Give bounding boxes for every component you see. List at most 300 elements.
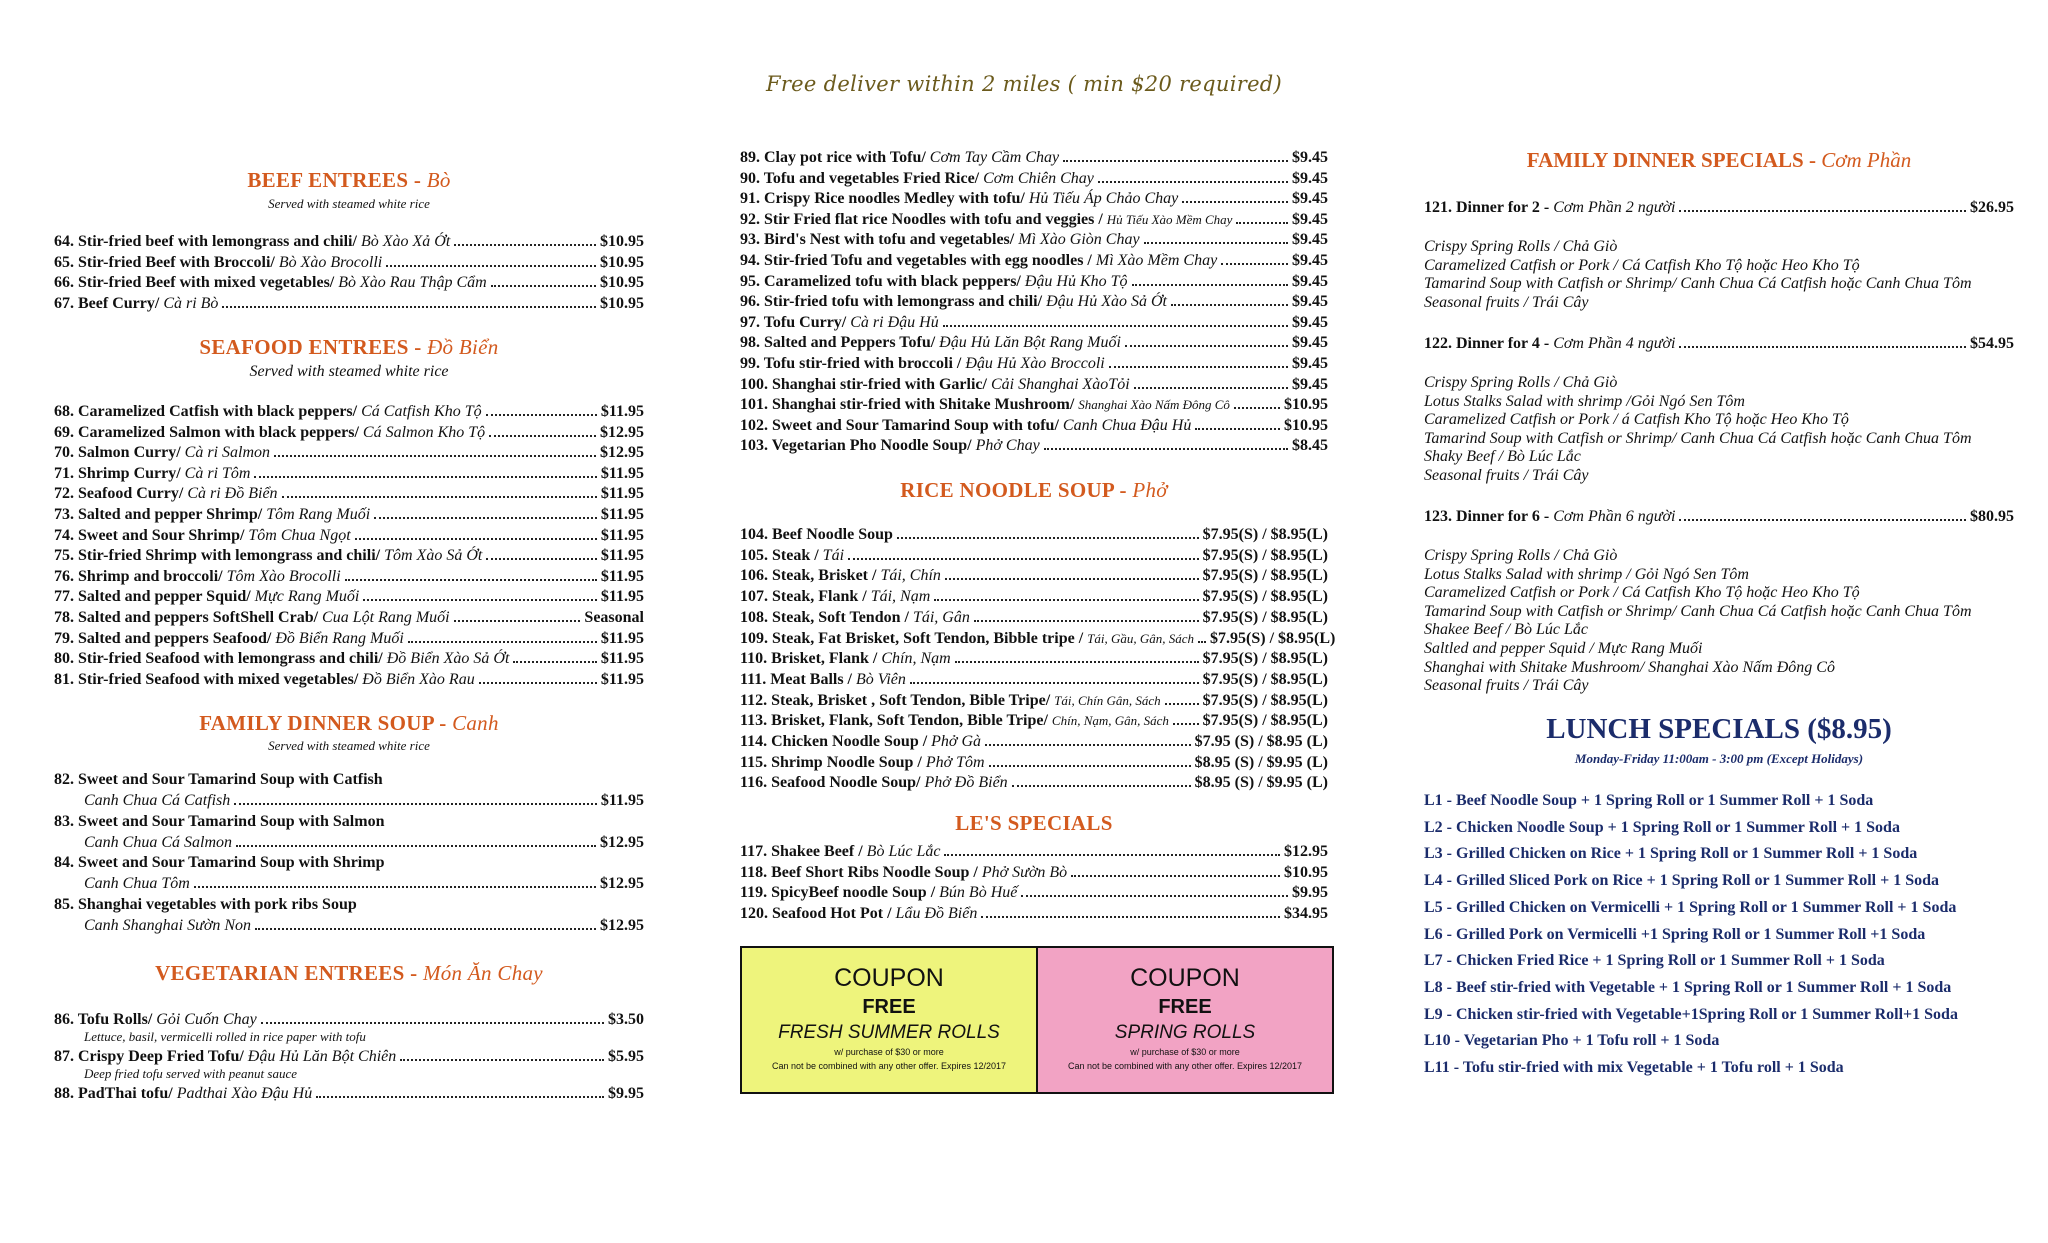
item-vietnamese: Phở Sườn Bò [981,863,1068,881]
item-english: 67. Beef Curry/ [54,295,164,313]
item-english: 116. Seafood Noodle Soup/ [740,774,925,792]
item-english: 73. Salted and pepper Shrimp/ [54,506,267,523]
item-name [740,711,1169,731]
item-name [1424,334,1675,354]
item-english: 120. Seafood Hot Pot / [740,904,896,922]
item-name [740,333,1121,353]
item-name [54,253,382,273]
leader-dots [985,744,1191,746]
item-price: $10.95 [1284,416,1328,434]
item-vietnamese: Bò Xào Rau Thập Cẩm [338,274,487,292]
item-price: $5.95 [608,1048,644,1065]
dinner-course: Crispy Spring Rolls / Chả Giò [1424,374,1618,391]
item-price: Seasonal [584,609,644,626]
item-english: 64. Stir-fried beef with lemongrass and chili/ [54,233,361,250]
leader-dots [194,886,596,888]
menu-item-title: 84. Sweet and Sour Tamarind Soup with Shrimp [54,854,385,871]
item-vietnamese: Cá Salmon Kho Tộ [362,423,486,441]
item-english: 123. Dinner for 6 - [1424,508,1554,525]
item-english: 119. SpicyBeef noodle Soup / [740,884,940,902]
menu-item [54,608,644,628]
section-title-lunch: LUNCH SPECIALS ($8.95) [1546,713,1892,745]
leader-dots [486,558,597,560]
item-vietnamese: Đậu Hủ Lăn Bột Rang Muối [939,334,1121,352]
item-vietnamese: Canh Chua Tôm [84,875,190,892]
section-title-viet: Phở [1132,478,1168,502]
menu-item [54,526,644,546]
coupon-heading: COUPON [834,964,944,992]
item-price: $7.95(S) / $8.95(L) [1202,712,1328,730]
section-title-viet: Canh [452,711,499,735]
item-vietnamese: Đậu Hủ Xào Broccoli [965,355,1105,372]
item-name [54,294,218,314]
menu-item [54,629,644,649]
leader-dots [489,435,596,437]
item-english: 122. Dinner for 4 - [1424,335,1554,352]
menu-item [54,1047,644,1067]
leader-dots [1171,304,1288,306]
item-price: $9.45 [1292,355,1328,372]
leader-dots [1195,428,1280,430]
menu-item [740,670,1328,690]
section-subtitle-soup: Served with steamed white rice [268,738,430,753]
item-vietnamese: Bún Bò Huế [939,884,1018,902]
menu-item [54,670,644,690]
lunch-hours: Monday-Friday 11:00am - 3:00 pm (Except Holidays) [1574,751,1864,766]
item-english: 102. Sweet and Sour Tamarind Soup with tofu/ [740,416,1063,434]
item-english: 104. Beef Noodle Soup [740,526,893,543]
item-name [740,354,1105,374]
menu-item-title: 83. Sweet and Sour Tamarind Soup with Salmon [54,812,385,830]
item-english: 108. Steak, Soft Tendon / [740,608,913,626]
item-price: $3.50 [608,1011,644,1028]
leader-dots [1021,895,1288,897]
leader-dots [1012,785,1191,787]
menu-item [740,863,1328,883]
item-vietnamese: Tôm Chua Ngọt [248,526,351,544]
item-english: 103. Vegetarian Pho Noodle Soup/ [740,437,976,455]
item-price: $12.95 [600,423,644,441]
section-title-text: VEGETARIAN ENTREES - [155,961,423,985]
item-price: $34.95 [1284,904,1328,922]
item-name [54,670,475,690]
item-vietnamese: Cua Lột Rang Muối [322,609,450,626]
menu-item [740,395,1328,415]
item-vietnamese: Cà ri Tôm [184,464,251,482]
item-price: $80.95 [1970,508,2014,525]
leader-dots [236,845,596,847]
coupon-purchase: w/ purchase of $30 or more [1130,1047,1240,1057]
item-price: $11.95 [600,547,644,565]
menu-item [54,402,644,422]
item-english: 78. Salted and peppers SoftShell Crab/ [54,609,323,626]
item-vietnamese: Gỏi Cuốn Chay [156,1011,257,1028]
leader-dots [363,599,597,601]
item-english: 89. Clay pot rice with Tofu/ [740,149,930,166]
item-vietnamese: Canh Chua Cá Catfish [84,792,231,809]
section-title-viet: Đồ Biển [427,335,499,359]
item-vietnamese: Cà ri Salmon [184,444,271,462]
lunch-item: L10 - Vegetarian Pho + 1 Tofu roll + 1 Soda [1424,1032,1720,1050]
item-english: 118. Beef Short Ribs Noodle Soup / [740,863,982,881]
menu-item [740,904,1328,924]
menu-item [84,833,644,853]
item-price: $11.95 [600,792,644,809]
menu-item [740,230,1328,250]
item-english: 109. Steak, Fat Brisket, Soft Tendon, Bibble tripe / [740,629,1088,647]
leader-dots [1144,242,1288,244]
item-english: 69. Caramelized Salmon with black peppers/ [54,423,363,441]
item-name [740,525,893,545]
item-name [1424,198,1675,218]
item-price: $7.95(S) / $8.95(L) [1202,608,1328,626]
item-name [740,148,1059,168]
menu-item [84,791,644,811]
item-english: 88. PadThai tofu/ [54,1085,177,1102]
item-name [84,833,232,853]
item-price: $11.95 [600,526,644,544]
item-name [740,169,1094,189]
menu-item [54,587,644,607]
item-vietnamese: Đồ Biển Rang Muối [275,629,404,647]
menu-item [740,292,1328,312]
section-title-text: FAMILY DINNER SPECIALS - [1526,148,1822,172]
item-english: 80. Stir-fried Seafood with lemongrass and chili/ [54,650,387,668]
item-name [1424,507,1675,527]
item-price: $7.95(S) / $8.95(L) [1202,691,1328,709]
item-vietnamese: Canh Chua Cá Salmon [84,833,233,851]
item-english: 101. Shanghai stir-fried with Shitake Mushroom/ [740,396,1079,414]
item-name [54,1047,396,1067]
item-english: 100. Shanghai stir-fried with Garlic/ [740,375,991,393]
lunch-item: L11 - Tofu stir-fried with mix Vegetable + 1 Tofu roll + 1 Soda [1424,1059,1844,1076]
item-name [84,916,251,936]
coupon-free: FREE [1158,996,1212,1018]
item-name [84,874,190,894]
menu-item [54,443,644,463]
item-english: 75. Stir-fried Shrimp with lemongrass and chili/ [54,547,385,565]
item-english: 117. Shakee Beef / [740,843,867,860]
section-title-text: FAMILY DINNER SOUP - [199,711,453,735]
dinner-course: Shaky Beef / Bò Lúc Lắc [1424,448,1581,466]
item-name [740,732,981,752]
dinner-item [1424,507,2014,527]
dinner-course: Seasonal fruits / Trái Cây [1424,293,1589,311]
leader-dots [400,1059,604,1061]
item-vietnamese: Tái, Chín [880,567,941,585]
leader-dots [934,599,1198,601]
item-name [54,505,370,525]
item-english: 90. Tofu and vegetables Fried Rice/ [740,169,984,187]
lunch-item: L8 - Beef stir-fried with Vegetable + 1 Spring Roll or 1 Summer Roll + 1 Soda [1424,978,1952,996]
item-english: 110. Brisket, Flank / [740,650,882,668]
item-vietnamese: Shanghai Xào Nấm Đông Cô [1078,397,1230,413]
item-english: 98. Salted and Peppers Tofu/ [740,334,940,352]
menu-item [740,416,1328,436]
item-name [54,402,482,422]
item-vietnamese: Chín, Nạm, Gân, Sách [1051,713,1169,729]
item-english: 71. Shrimp Curry/ [54,464,185,482]
menu-item [740,313,1328,333]
item-vietnamese: Cơm Phần 4 người [1553,335,1676,352]
section-title-soup [54,711,644,736]
item-price: $11.95 [600,588,644,606]
menu-item [740,566,1328,586]
section-title-family-dinner [1424,148,2014,173]
item-price: $7.95(S) / $8.95(L) [1202,670,1328,688]
item-vietnamese: Bò Viên [856,670,906,688]
dinner-course: Caramelized Catfish or Pork / á Catfish Kho Tộ hoặc Heo Kho Tộ [1424,411,1849,429]
item-english: 95. Caramelized tofu with black peppers/ [740,272,1025,290]
item-vietnamese: Mực Rang Muối [254,588,360,606]
dinner-course: Caramelized Catfish or Pork / Cá Catfish Kho Tộ hoặc Heo Kho Tộ [1424,256,1860,274]
item-price: $9.45 [1292,272,1328,290]
item-description: Lettuce, basil, vermicelli rolled in rice paper with tofu [84,1029,366,1044]
leader-dots [345,579,597,581]
leader-dots [1173,723,1199,725]
item-vietnamese: Mì Xào Mềm Chay [1095,252,1218,269]
item-price: $10.95 [1284,396,1328,414]
item-vietnamese: Tái, Chín Gân, Sách [1054,692,1161,708]
menu-item [740,883,1328,903]
item-name [740,375,1130,395]
item-english: 113. Brisket, Flank, Soft Tendon, Bible Tripe/ [740,712,1052,730]
item-english: 115. Shrimp Noodle Soup / [740,753,926,771]
menu-item [54,423,644,443]
item-price: $7.95(S) / $8.95(L) [1202,526,1328,543]
dinner-course: Seasonal fruits / Trái Cây [1424,467,1589,484]
menu-item [740,691,1328,711]
coupon-spring-rolls[interactable] [1038,948,1332,1092]
item-name [740,670,906,690]
menu-item [740,525,1328,545]
lunch-item: L9 - Chicken stir-fried with Vegetable+1Spring Roll or 1 Summer Roll+1 Soda [1424,1005,1958,1023]
item-vietnamese: Cơm Chiên Chay [983,169,1094,187]
item-english: 111. Meat Balls / [740,670,856,688]
item-price: $11.95 [600,629,644,647]
item-vietnamese: Tôm Xào Sả Ớt [384,547,483,565]
item-name [740,587,930,607]
menu-item [740,436,1328,456]
section-title-text: BEEF ENTREES - [247,168,427,192]
item-english: 121. Dinner for 2 - [1424,199,1554,216]
item-price: $9.45 [1292,313,1328,331]
menu-item-title: 85. Shanghai vegetables with pork ribs Soup [54,895,357,913]
menu-item [740,753,1328,773]
item-name [740,608,970,628]
item-vietnamese: Đậu Hủ Lăn Bột Chiên [247,1048,397,1065]
menu-item [54,484,644,504]
menu-item [54,505,644,525]
item-price: $12.95 [600,916,644,934]
dinner-course: Seasonal fruits / Trái Cây [1424,677,1589,695]
item-price: $7.95(S) / $8.95(L) [1210,629,1336,647]
item-price: $7.95(S) / $8.95(L) [1202,567,1328,585]
lunch-item: L1 - Beef Noodle Soup + 1 Spring Roll or 1 Summer Roll + 1 Soda [1424,792,1874,809]
menu-item-title: 82. Sweet and Sour Tamarind Soup with Catfish [54,771,383,788]
leader-dots [1109,366,1288,368]
menu-item [54,294,644,314]
item-price: $11.95 [600,464,644,482]
item-english: 79. Salted and peppers Seafood/ [54,629,276,647]
leader-dots [974,620,1199,622]
item-name [740,189,1178,209]
menu-item [54,253,644,273]
lunch-item: L2 - Chicken Noodle Soup + 1 Spring Roll or 1 Summer Roll + 1 Soda [1424,818,1900,836]
item-name [740,416,1191,436]
item-english: 107. Steak, Flank / [740,588,871,606]
item-name [54,526,351,546]
leader-dots [1198,641,1206,643]
menu-item [84,916,644,936]
leader-dots [1679,210,1966,212]
leader-dots [848,558,1199,560]
menu-item [740,546,1328,566]
item-english: 81. Stir-fried Seafood with mixed vegetables/ [54,670,363,688]
dinner-course: Caramelized Catfish or Pork / Cá Catfish Kho Tộ hoặc Heo Kho Tộ [1424,584,1860,602]
item-description: Deep fried tofu served with peanut sauce [84,1066,298,1081]
item-name [740,904,977,924]
item-name [54,1084,312,1104]
dinner-course: Shanghai with Shitake Mushroom/ Shanghai Xào Nấm Đông Cô [1424,658,1835,676]
leader-dots [989,765,1191,767]
item-english: 74. Sweet and Sour Shrimp/ [54,526,249,544]
item-name [54,546,482,566]
leader-dots [1098,181,1288,183]
item-name [54,484,278,504]
item-price: $9.45 [1292,293,1328,311]
leader-dots [1134,387,1288,389]
coupon-heading: COUPON [1130,964,1240,992]
item-vietnamese: Chín, Nạm [881,650,951,668]
menu-item [84,874,644,894]
item-name [740,436,1040,456]
item-name [54,423,485,443]
leader-dots [1165,703,1199,705]
item-vietnamese: Canh Chua Đậu Hủ [1062,416,1192,434]
menu-item [54,546,644,566]
item-price: $9.45 [1292,375,1328,393]
leader-dots [491,285,596,287]
lunch-item: L3 - Grilled Chicken on Rice + 1 Spring Roll or 1 Summer Roll + 1 Soda [1424,845,1918,863]
item-price: $10.95 [600,253,644,271]
item-name [54,232,450,252]
menu-item [740,333,1328,353]
item-price: $7.95(S) / $8.95(L) [1202,650,1328,668]
item-vietnamese: Cải Shanghai XàoTỏi [990,375,1130,393]
item-price: $9.45 [1292,190,1328,208]
leader-dots [1679,346,1966,348]
item-name [84,791,230,811]
item-name [740,883,1017,903]
item-vietnamese: Phở Gà [931,733,982,750]
item-vietnamese: Tái, Gân [912,608,970,626]
item-price: $10.95 [600,274,644,292]
leader-dots [1221,263,1288,265]
item-english: 94. Stir-fried Tofu and vegetables with egg noodles / [740,252,1096,269]
menu-item [740,842,1328,862]
menu-item [54,1010,644,1030]
menu-item [740,608,1328,628]
item-name [740,566,941,586]
item-price: $9.45 [1292,169,1328,187]
item-vietnamese: Cơm Phần 6 người [1553,508,1676,525]
item-price: $9.45 [1292,149,1328,166]
item-name [740,863,1067,883]
leader-dots [955,661,1199,663]
leader-dots [254,476,596,478]
item-price: $12.95 [600,833,644,851]
dinner-course: Saltled and pepper Squid / Mực Rang Muối [1424,640,1703,657]
menu-item [740,773,1328,793]
item-vietnamese: Đậu Hủ Kho Tộ [1024,272,1128,290]
section-title-viet: Cơm Phần [1821,148,1912,172]
item-vietnamese: Đậu Hủ Xào Sả Ớt [1046,293,1167,311]
leader-dots [454,620,581,622]
leader-dots [408,641,597,643]
item-name [740,546,844,566]
coupon-terms: Can not be combined with any other offer. Expires 12/2017 [772,1061,1006,1071]
item-english: 91. Crispy Rice noodles Medley with tofu/ [740,190,1029,208]
item-price: $7.95(S) / $8.95(L) [1202,588,1328,606]
item-vietnamese: Tái [822,546,845,564]
item-price: $9.95 [608,1085,644,1102]
item-name [54,1010,257,1030]
item-name [54,608,450,628]
leader-dots [943,325,1288,327]
item-vietnamese: Hủ Tiếu Áp Chảo Chay [1028,190,1179,208]
item-price: $12.95 [600,875,644,892]
leader-dots [981,916,1280,918]
item-price: $9.45 [1292,252,1328,269]
item-name [54,443,270,463]
menu-item [740,629,1336,649]
coupon-summer-rolls[interactable] [742,948,1038,1092]
item-price: $10.95 [1284,863,1328,881]
menu-item [740,148,1328,168]
item-vietnamese: Cá Catfish Kho Tộ [361,403,482,420]
item-vietnamese: Cà ri Đậu Hủ [850,313,939,331]
dinner-item [1424,334,2014,354]
item-name [54,649,509,669]
item-name [740,629,1194,649]
item-price: $10.95 [600,295,644,313]
item-vietnamese: Phở Chay [975,437,1040,455]
leader-dots [897,537,1199,539]
item-vietnamese: Mì Xào Giòn Chay [1018,231,1140,249]
item-english: 86. Tofu Rolls/ [54,1011,157,1028]
menu-item [740,272,1328,292]
menu-item [740,711,1328,731]
item-price: $10.95 [600,233,644,250]
lunch-item: L7 - Chicken Fried Rice + 1 Spring Roll or 1 Summer Roll + 1 Soda [1424,952,1885,970]
item-name [740,313,939,333]
item-name [54,629,404,649]
item-name [54,567,341,587]
leader-dots [1236,222,1288,224]
item-name [740,753,985,773]
item-english: 65. Stir-fried Beef with Broccoli/ [54,253,279,271]
item-price: $8.45 [1292,437,1328,455]
leader-dots [454,244,596,246]
item-name [54,587,359,607]
menu-item [740,210,1328,230]
section-title-viet: Món Ăn Chay [422,961,543,985]
item-vietnamese: Hủ Tiếu Xào Mềm Chay [1106,211,1233,227]
coupon-item: FRESH SUMMER ROLLS [778,1022,1000,1043]
item-price: $54.95 [1970,335,2014,352]
dinner-item [1424,198,2014,218]
